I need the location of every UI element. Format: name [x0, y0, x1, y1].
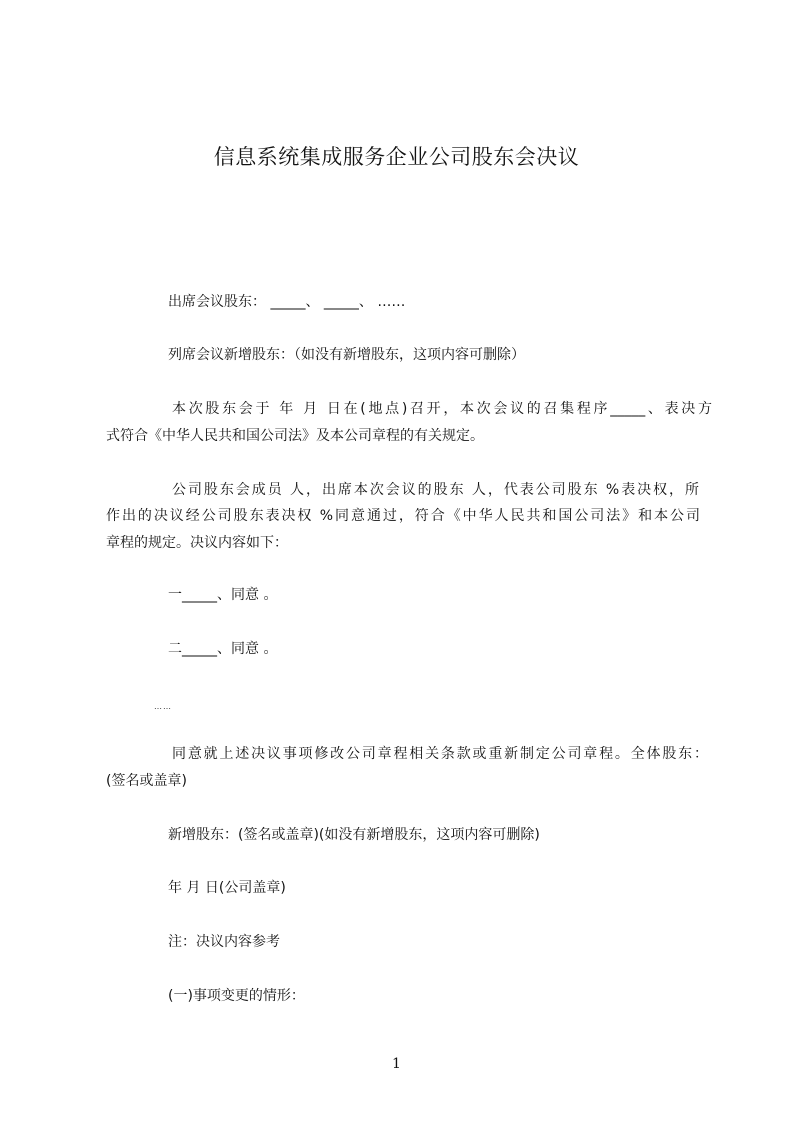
meeting-paragraph-line-1: 本次股东会于 年 月 日在(地点)召开，本次会议的召集程序_____、表决方: [172, 401, 712, 417]
voting-paragraph-line-3: 章程的规定。决议内容如下：: [106, 535, 288, 551]
articles-paragraph-line-2: (签名或盖章): [106, 773, 187, 789]
date-seal-line: 年 月 日(公司盖章): [168, 880, 286, 896]
section-heading-1: (一)事项变更的情形：: [168, 988, 305, 1004]
voting-paragraph-line-2: 作出的决议经公司股东表决权 %同意通过，符合《中华人民共和国公司法》和本公司: [106, 508, 700, 524]
new-shareholder-signature-line: 新增股东：(签名或盖章)(如没有新增股东，这项内容可删除): [168, 827, 540, 843]
resolution-item-2: 二_____、同意 。: [168, 641, 278, 657]
note-line: 注：决议内容参考: [168, 934, 280, 950]
page-number: 1: [392, 1056, 401, 1072]
resolution-item-1: 一_____、同意 。: [168, 587, 278, 603]
ellipsis-marker: ……: [154, 702, 172, 711]
articles-paragraph-line-1: 同意就上述决议事项修改公司章程相关条款或重新制定公司章程。全体股东：: [172, 746, 708, 762]
new-shareholders-line: 列席会议新增股东：（如没有新增股东，这项内容可删除）: [168, 347, 525, 363]
meeting-paragraph-line-2: 式符合《中华人民共和国公司法》及本公司章程的有关规定。: [106, 428, 484, 444]
attendees-line: 出席会议股东： _____、 _____、 ……: [168, 294, 406, 310]
voting-paragraph-line-1: 公司股东会成员 人，出席本次会议的股东 人，代表公司股东 %表决权，所: [172, 482, 699, 498]
document-title: 信息系统集成服务企业公司股东会决议: [213, 145, 580, 169]
